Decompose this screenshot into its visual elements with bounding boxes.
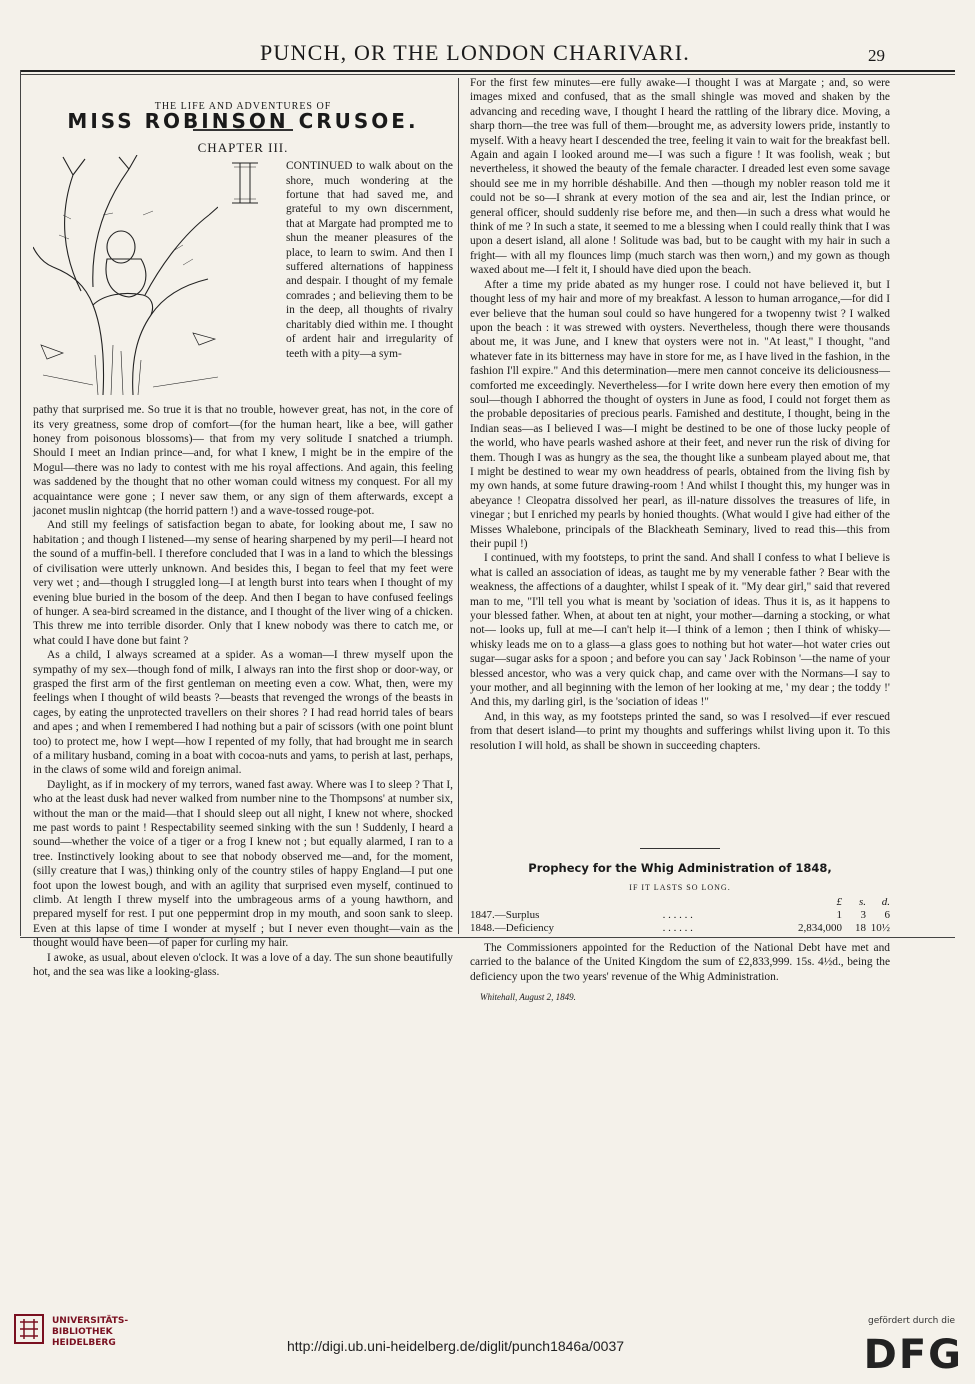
row-shillings: 3: [860, 909, 866, 921]
opening-text: [286, 159, 453, 361]
library-logo-icon: [14, 1314, 44, 1344]
dfg-logo: DFG: [863, 1332, 963, 1378]
prophecy-subtitle: IF IT LASTS SO LONG.: [629, 883, 731, 892]
article-title: MISS ROBINSON CRUSOE.: [67, 109, 419, 134]
body-paragraph: As a child, I always screamed at a spider. As a woman—I threw myself upon the sympathy of my sex—though fond of milk, I always ran into the first shop or door-way, or grasped the first arm of the first gentleman on meeting even a cow. What, then, were my feelings when I thought of wild beasts ?—beasts that revenged the wrongs of the beasts in cages, by eating the unprotected travellers on their shores ? I had read horrid tales of bears and apes ; and when I remembered I had nothing but a pair of scissors (with one point blunt too) to protect me, how I wept—how I repented of my folly, that had brought me in search of a military husband, coming in a boat with cocoa-nuts and yams, to perish at last, perhaps, in the claws of some wild and foreign animal.: [33, 649, 453, 777]
right-column: [470, 76, 890, 753]
funding-note: gefördert durch die: [868, 1316, 955, 1326]
page-number: 29: [868, 46, 885, 65]
accounts-table: [470, 896, 890, 935]
body-paragraph: I awoke, as usual, about eleven o'clock. It was a love of a day. The sun shone beautifully hot, and the sea was like a looking-glass.: [33, 951, 453, 979]
prophecy-title: Prophecy for the Whig Administration of 1848,: [528, 861, 832, 875]
row-leader: . . . . . .: [662, 922, 693, 934]
running-head: [20, 38, 955, 74]
opening-paragraph: to walk about on the shore, much wondering at the fortune that had saved me, and grateful to my own discernment, that at Margate had prompted me to shun the meaner pleasures of the place, to learn to swim. And then I suffered alternations of happiness and despair. I thought of my female comrades ; and believing them to be in the deep, all thoughts of rivalry charitably died within me. I thought of ardent hair and irregularity of teeth with a pity—a sym-: [286, 160, 453, 360]
table-header-row: [470, 896, 890, 909]
dateline: Whitehall, August 2, 1849.: [480, 992, 576, 1003]
body-paragraph: After a time my pride abated as my hunger rose. I could not have believed it, but I thought less of my hair and more of my breakfast. A lesson to human arrogance,—for did I ever believe that the human soul could so have hungered for a twopenny twist ? I walked upon the beach : it was strewed with oysters. Nevertheless, though there were thousands about me, it was June, and I knew that oysters were not in. "At least," I thought, "and whatever fate in its bitterness may have in store for me, as I have lived in the fashion, in the fashion I'll expire." And this determination—mere men cannot conceive its deliciousness—comforted me exceedingly. Nevertheless—for I write down here every then emotion of my soul—though I abhorred the thought of oysters in June as food, I could not forget them as the probable depositaries of precious pearls. Famished and destitute, I thought, being in the Indian seas—as I believed I was—I might be destined to be one of those lucky people of the world, who have pearls washed ashore at their feet, and never run the risk of diving for them. Though I was as hungry as the sea, the thought like a sunbeam played about me, that I might be destined to wear my own headdress of pearls, obtained from the living fish by my own hands, at some future drawing-room ! And whilst I thought this, my hunger was in abeyance ! Cleopatra dissolved her pearl, as ill-nature dissolves the treasures of life, in vinegar ; but I enriched my pearls by honied thoughts. (What would I give had either of the Misses Whalebone, principals of the Blackheath Seminary, lived to read this—this from their pupil !): [470, 278, 890, 550]
row-pounds: 1: [836, 909, 842, 921]
library-name: UNIVERSITÄTS- BIBLIOTHEK HEIDELBERG: [52, 1316, 129, 1348]
prophecy-body: The Commissioners appointed for the Reduction of the National Debt have met and carried to the balance of the United Kingdom the sum of £2,833,999. 15s. 4½d., being the deficiency upon the two years' revenue of the Whig Administration.: [470, 942, 890, 983]
column-divider: [458, 78, 459, 934]
table-row: [470, 909, 890, 922]
shillings-header: s.: [858, 896, 866, 908]
left-frame-rule: [20, 70, 21, 936]
pence-header: d.: [881, 896, 890, 908]
table-row: [470, 922, 890, 935]
chapter-heading: CHAPTER III.: [197, 139, 289, 155]
page-bottom-rule: [20, 937, 955, 938]
row-pounds: 2,834,000: [798, 922, 842, 934]
prophecy-section: [470, 848, 890, 1002]
header-rule-thin: [20, 74, 955, 75]
source-url[interactable]: http://digi.ub.uni-heidelberg.de/diglit/punch1846a/0037: [287, 1338, 625, 1354]
row-shillings: 18: [855, 922, 866, 934]
row-label: 1847.—Surplus: [470, 909, 540, 921]
body-paragraph: And still my feelings of satisfaction began to abate, for looking about me, I saw no habitation ; and though I listened—my sense of hearing sharpened by my peril—I heard not the sound of a muffin-bell. I therefore concluded that I was in a land to which the blessings of civilisation were utterly unknown. And besides this, I began to feel that my feet were very wet ; and—though I struggled long—I at length burst into tears when I thought of my evening blue buried in the bosom of the deep. And then I began to have confused feelings of hunger. A sea-bird screamed in the distance, and I thought of the liver wing of a chicken. This threw me into terrible disorder. Only that I knew nobody was there to catch me, or what could I have done but faint ?: [33, 519, 453, 647]
row-pence: 6: [884, 909, 890, 921]
digitization-footer: [0, 1300, 975, 1384]
left-column: [33, 100, 453, 979]
section-divider: [640, 848, 720, 849]
body-paragraph: pathy that surprised me. So true it is that no trouble, however great, has not, in the core of its very greatness, some drop of comfort—(for the human heart, like a bee, will gather honey from poisonous blossoms)— that from my very solitude I snatched a triumph. Should I meet an Indian prince—and, for what I knew, I might be in the empire of the Mogul—there was no lady to contest with me his royal affections. And again, this feeling was saddened by the thought that no other woman could witness my conquest. For all my acquaintance were gone ; I never saw them, or any sign of them afterwards, except a jaconet muslin nightcap (the horrid pattern !) and a wave-tossed rouge-pot.: [33, 404, 453, 518]
header-rule: [20, 70, 955, 72]
body-paragraph: I continued, with my footsteps, to print the sand. And shall I confess to what I believe is what is called an association of ideas, as taught me by my venerable father ? Bear with the weakness, the affections of a daughter, whilst I speak of it. "My dear girl," said that revered man to me, "I'll tell you what is meant by 'sociation of ideas. Thus it is, as it happens to your blessed father. When, at about ten at night, your mother—darning a stocking, or what not— looks up, full at me—I can't help it—I think of a lemon ; then I think of whisky—whisky leads me on to a glass—a glass goes to nothing but hot water—hot water cries out sugar—sugar asks for a spoon ; and before you can say ' Jack Robinson '—the name of your blessed ancestor, who was a very quick chap, and came over with the Normans—I say to your mother, and all beginning with the lemon of her looking at me, ' my dear ; the toddy !' And this, my darling girl, is the 'sociation of ideas !": [470, 552, 890, 709]
tree-illustration: [33, 155, 218, 395]
row-leader: . . . . . .: [662, 909, 693, 921]
illustrated-opening: [33, 155, 453, 403]
article-kicker: THE LIFE AND ADVENTURES OF: [154, 101, 332, 112]
pounds-header: £: [836, 896, 842, 908]
row-pence: 10½: [870, 922, 890, 934]
running-title: PUNCH, OR THE LONDON CHARIVARI.: [260, 40, 690, 65]
body-paragraph: Daylight, as if in mockery of my terrors, waned fast away. Where was I to sleep ? That I, who at the least dusk had never walked from number nine to the Thompsons' at number six, without the man or the maid—that I should sleep out all night, I knew not where, shocked me past words to paint ! Respectability seemed sinking with the sun ! Suddenly, I heard a sound—whether the voice of a tiger or a frog I knew not ; but equally alarmed, I ran to a tree. Instinctively looking about to see that nobody observed me—and, for the moment, (silly creature that I was,) thinking only of the country stiles of happy England—I put one foot upon the lowest bough, and with an agility that surprised even myself, continued to climb. At length I threw myself into the umbrageous arms of a young hawthorn, and prepared myself for rest. I put one peppermint drop in my mouth, and soon sank to sleep. Even at this lapse of time I wonder at myself ; but I never even thought—vain as the thought would have been—of paper for curling my hair.: [33, 778, 453, 950]
dropcap-letter: [230, 161, 260, 205]
row-label: 1848.—Deficiency: [470, 922, 554, 934]
body-paragraph: And, in this way, as my footsteps printed the sand, so was I resolved—if ever rescued from that desert island—to print my thoughts and sufferings whilst living upon it. To this resolution I will hold, as shall be shown in succeeding chapters.: [470, 710, 890, 752]
opening-word: CONTINUED: [286, 160, 353, 173]
body-paragraph: For the first few minutes—ere fully awake—I thought I was at Margate ; and, so were images mixed and confused, that as the small shingle was moved and shaken by the advancing and receding wave, I thought I heard the rattling of the library dice. Moving, a sharp thorn—the tree was full of them—brought me, as adversity lowers pride, instantly to myself. With a heavy heart I descended the tree, feeling it vain to wait for the breakfast bell. Again and again I looked around me—I was such a figure ! It was foolish, weak ; but nevertheless, it showed the beauty of the female character. I dreaded lest even some savage should see me in my horrible déshabille. And then —though my nobler reason told me it could not be so—I shrank at every motion of the sea and air, lest the Indian prince, or general officer, should suddenly rise before me, and then—in such a dress what would he think of me ? In such a state, it seemed to me a blessing when I could really think that I was upon a desert island, all alone ! Solitude was bad, but to be caught with my hair in such a fright— with all my flounces limp (much starch was then worn,) and my gown as though waxed about me—I felt it, I should have died upon the beach.: [470, 77, 890, 277]
